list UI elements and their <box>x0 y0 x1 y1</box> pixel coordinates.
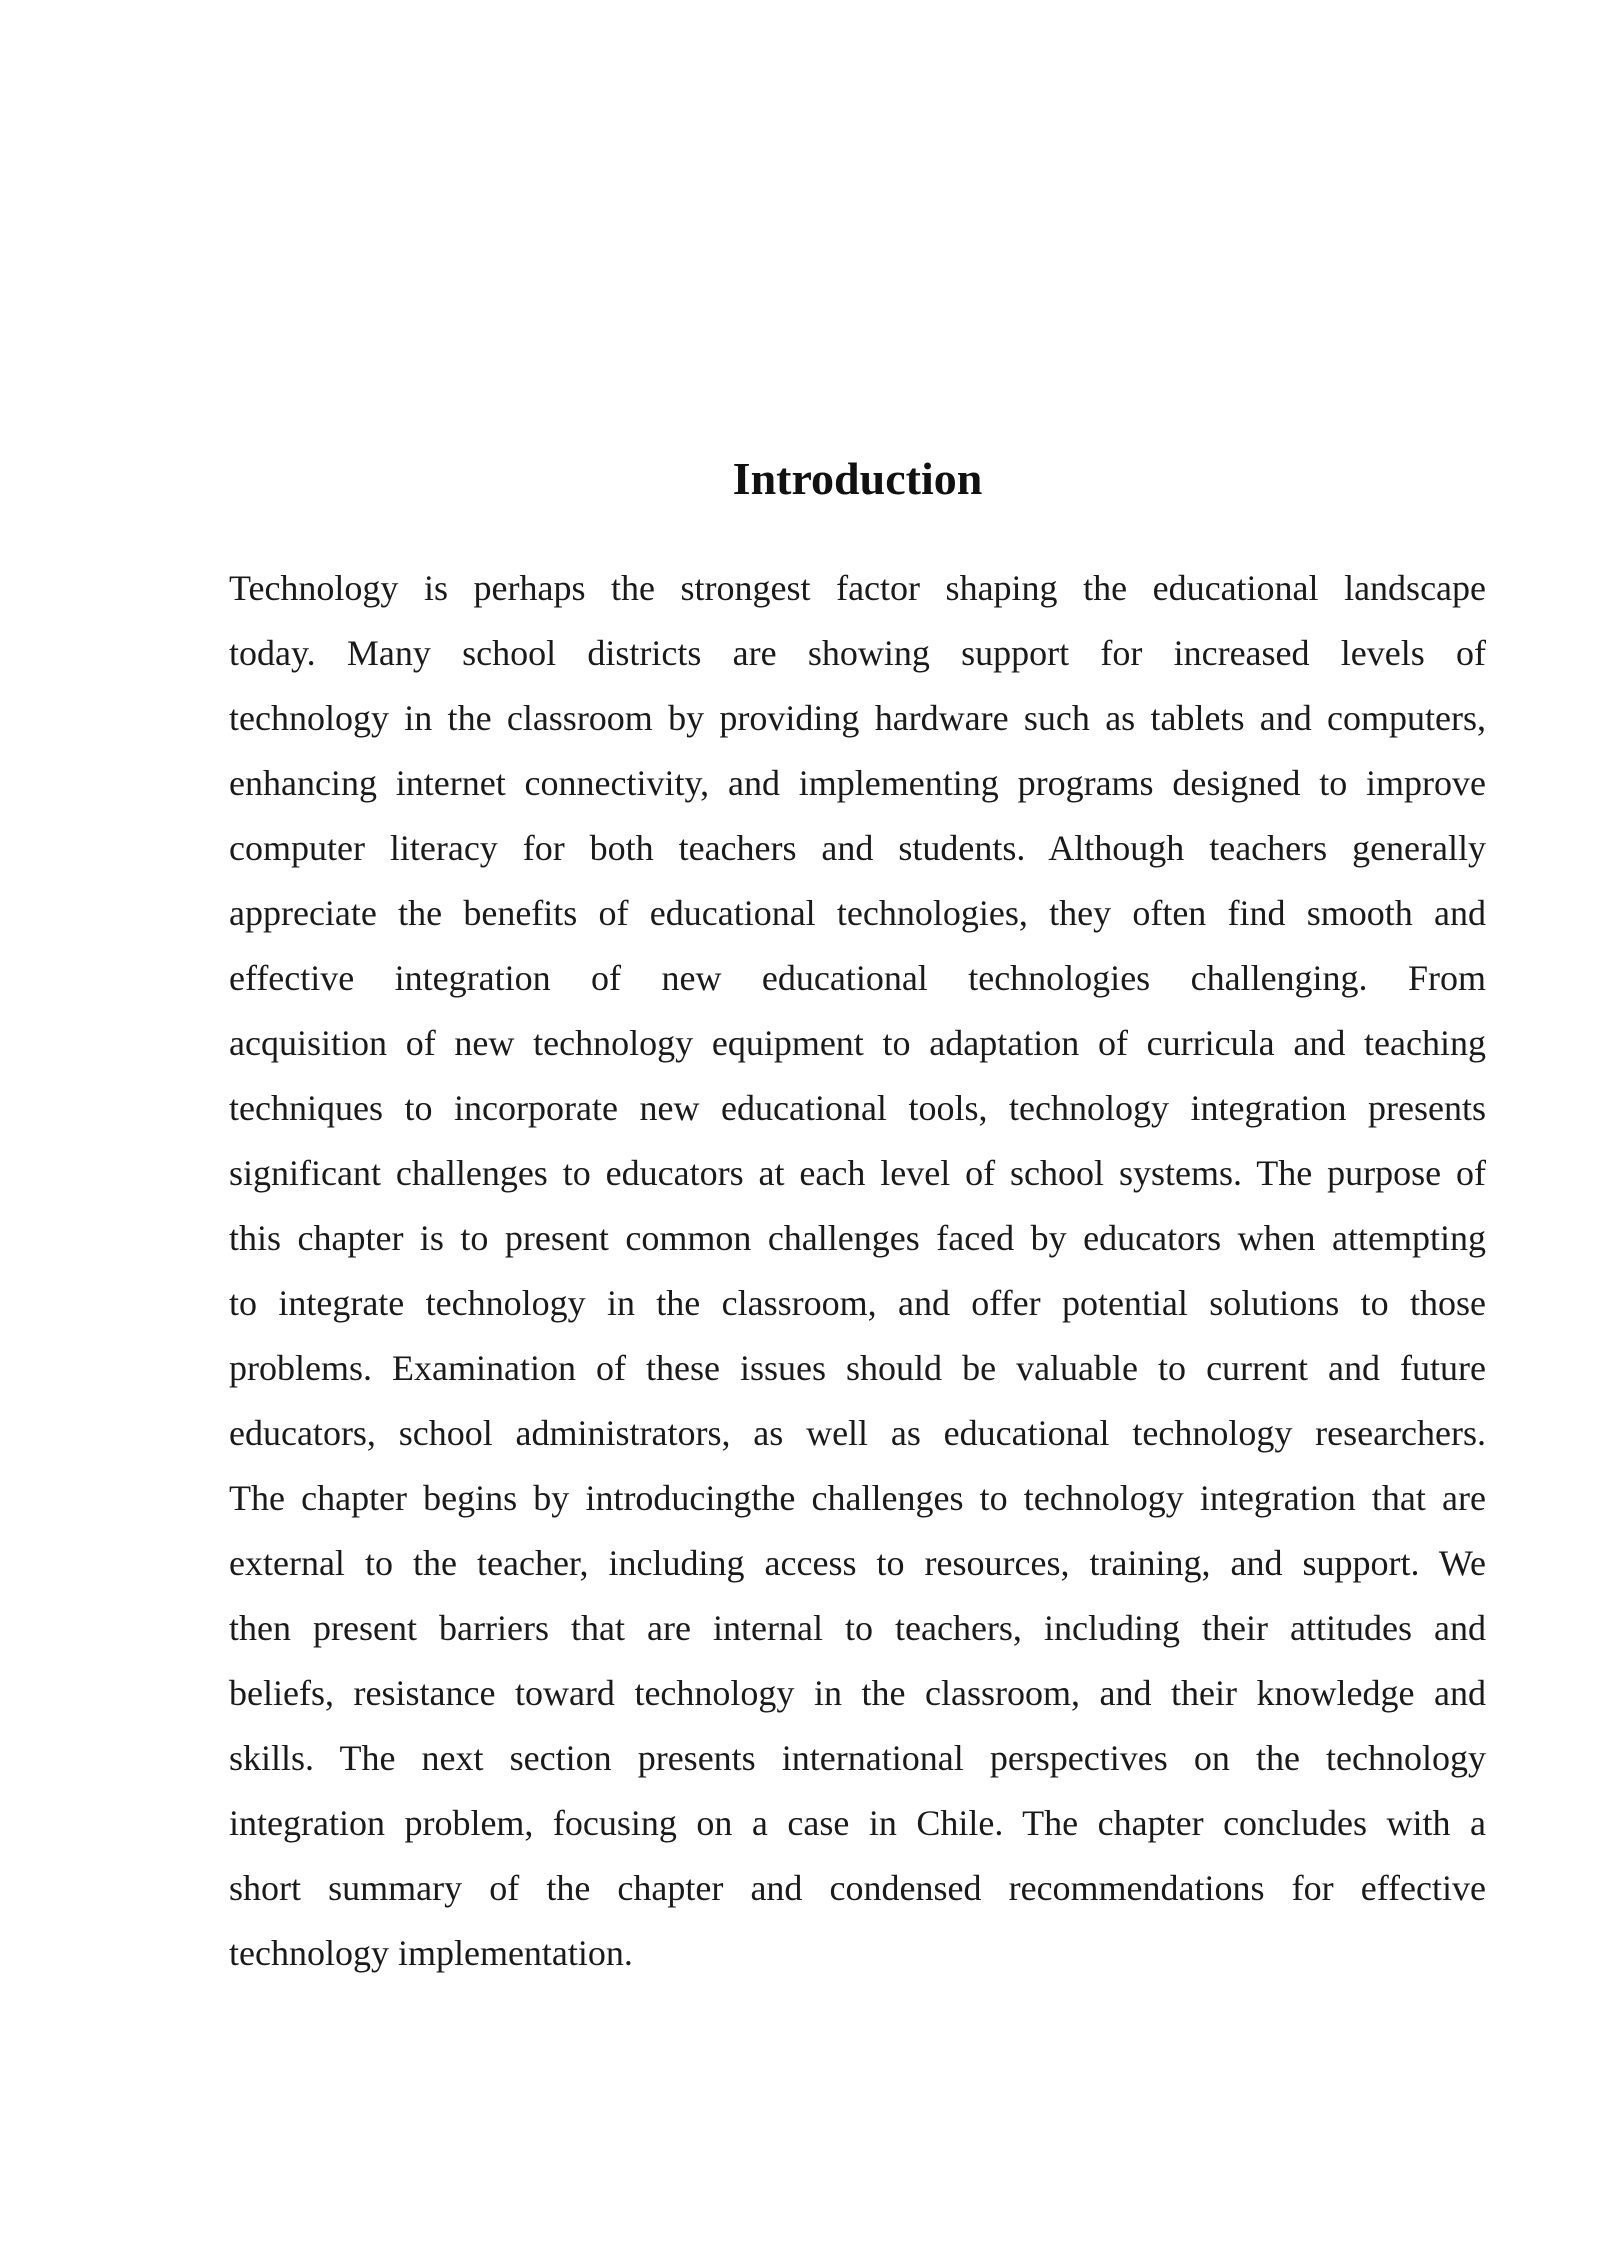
paragraph-line: technology in the classroom by providing hardware such as tablets and computers, <box>229 698 1486 738</box>
introduction-paragraph <box>229 556 1486 1986</box>
paragraph-line: enhancing internet connectivity, and implementing programs designed to improve <box>229 763 1486 803</box>
paragraph-line: short summary of the chapter and condensed recommendations for effective <box>229 1868 1486 1908</box>
paragraph-line: acquisition of new technology equipment to adaptation of curricula and teaching <box>229 1023 1486 1063</box>
paragraph-line: computer literacy for both teachers and students. Although teachers generally <box>229 828 1486 868</box>
paragraph-line: significant challenges to educators at each level of school systems. The purpose of <box>229 1153 1486 1193</box>
paragraph-line: effective integration of new educational technologies challenging. From <box>229 958 1486 998</box>
paragraph-line: today. Many school districts are showing support for increased levels of <box>229 633 1486 673</box>
paragraph-line: skills. The next section presents international perspectives on the technology <box>229 1738 1486 1778</box>
paragraph-line: this chapter is to present common challenges faced by educators when attempting <box>229 1218 1486 1258</box>
paragraph-line: educators, school administrators, as well as educational technology researchers. <box>229 1413 1486 1453</box>
paragraph-line: techniques to incorporate new educational tools, technology integration presents <box>229 1088 1486 1128</box>
paragraph-line: integration problem, focusing on a case in Chile. The chapter concludes with a <box>229 1803 1486 1843</box>
paragraph-line: beliefs, resistance toward technology in the classroom, and their knowledge and <box>229 1673 1486 1713</box>
page-title: Introduction <box>732 453 983 504</box>
paragraph-line: external to the teacher, including access to resources, training, and support. We <box>229 1543 1486 1583</box>
paragraph-line: Technology is perhaps the strongest factor shaping the educational landscape <box>229 568 1486 608</box>
paragraph-line: then present barriers that are internal to teachers, including their attitudes and <box>229 1608 1486 1648</box>
paragraph-line: appreciate the benefits of educational technologies, they often find smooth and <box>229 893 1486 933</box>
paragraph-line: The chapter begins by introducingthe challenges to technology integration that are <box>229 1478 1486 1518</box>
paragraph-line: problems. Examination of these issues should be valuable to current and future <box>229 1348 1486 1388</box>
paragraph-line: to integrate technology in the classroom, and offer potential solutions to those <box>229 1283 1486 1323</box>
paragraph-line: technology implementation. <box>229 1933 633 1973</box>
